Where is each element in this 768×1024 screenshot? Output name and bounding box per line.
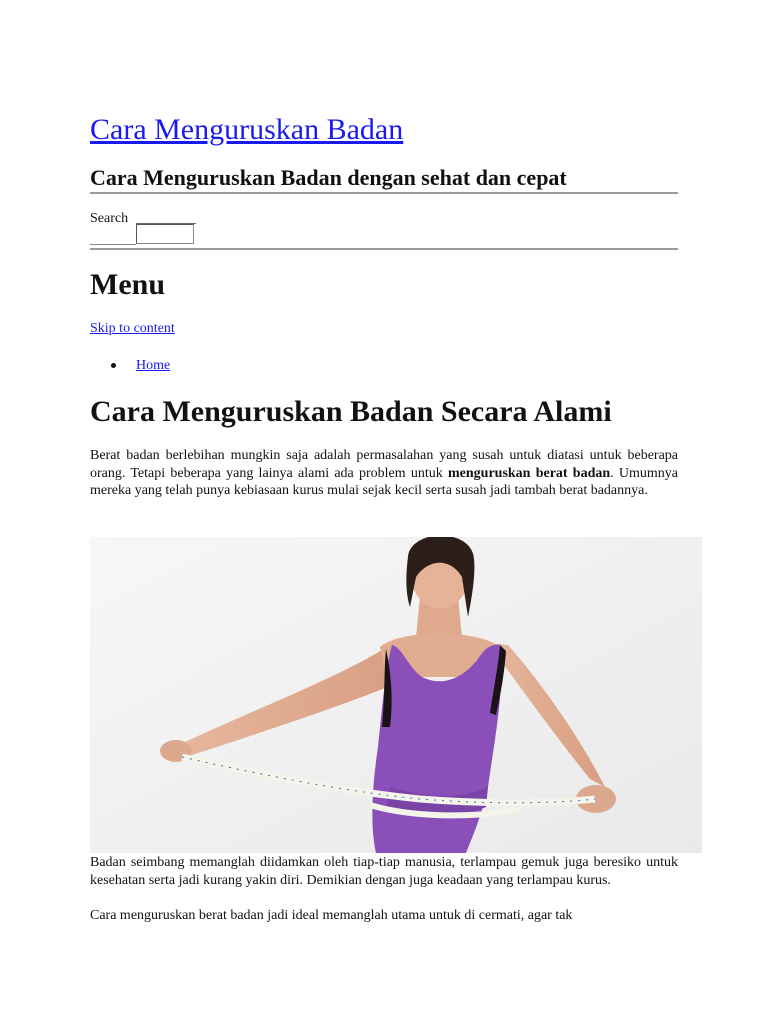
search-form xyxy=(90,208,678,250)
search-label: Search xyxy=(90,211,129,226)
post-paragraph-2: Badan seimbang memanglah diidamkan oleh tiap-tiap manusia, terlampau gemuk juga beresiko untuk kesehatan serta jadi kurang yakin diri. Demikian dengan juga keadaan yang terlampau kurus. xyxy=(90,855,678,888)
nav-menu xyxy=(90,357,170,375)
post-paragraph-1 xyxy=(90,447,678,500)
nav-link-home[interactable]: Home xyxy=(136,358,171,373)
p1-text-a: Berat badan berlebihan mungkin saja adalah permasalahan yang susah untuk diatasi untuk beberapa orang. Tetapi beberapa yang lainya alami ada problem untuk xyxy=(90,448,678,481)
search-underline xyxy=(90,244,136,245)
p1-keyword: menguruskan berat badan xyxy=(448,465,611,481)
site-title-link[interactable]: Cara Menguruskan Badan xyxy=(90,113,404,146)
post-image xyxy=(90,537,702,853)
site-description: Cara Menguruskan Badan dengan sehat dan cepat xyxy=(90,164,678,194)
p1-text-b: . Umumnya mereka yang telah punya kebiasaan kurus mulai sejak kecil serta susah jadi tambah berat badannya. xyxy=(90,465,679,498)
site-title xyxy=(90,110,403,150)
menu-heading: Menu xyxy=(90,268,165,301)
post-title: Cara Menguruskan Badan Secara Alami xyxy=(90,395,612,428)
search-input[interactable] xyxy=(136,224,194,244)
post-paragraph-3: Cara menguruskan berat badan jadi ideal memanglah utama untuk di cermati, agar tak xyxy=(90,908,573,923)
skip-to-content-link[interactable]: Skip to content xyxy=(90,321,175,336)
woman-measuring-waist-illustration xyxy=(90,537,702,853)
nav-item-home xyxy=(90,357,170,375)
